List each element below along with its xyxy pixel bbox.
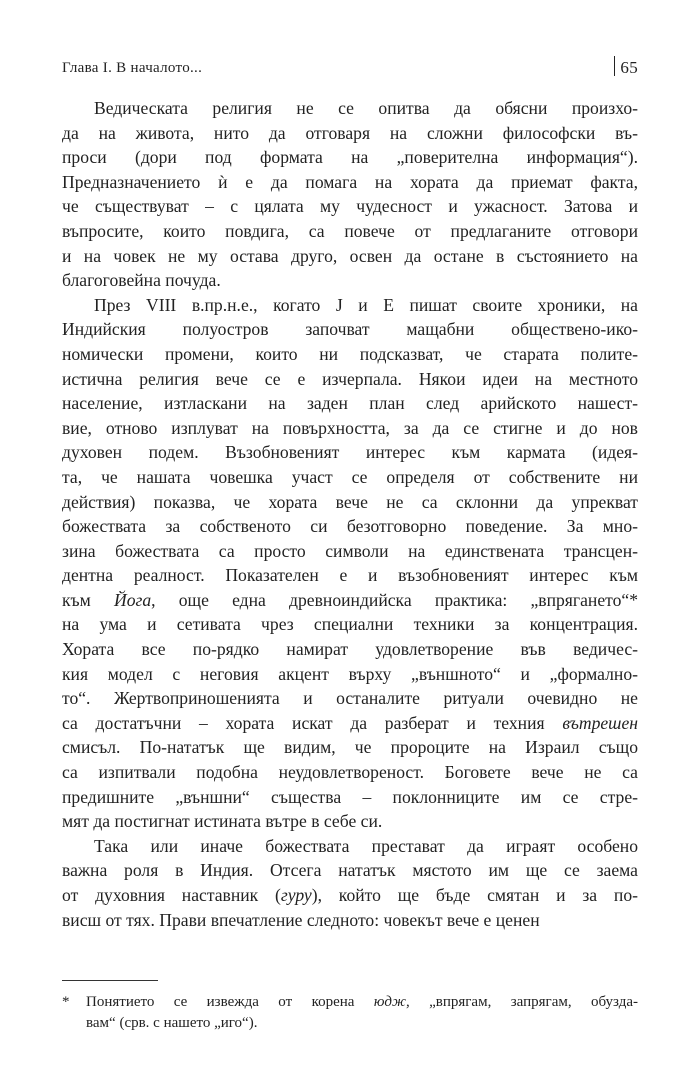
text-run: , „впрягам, запрягам, обузда- bbox=[405, 994, 638, 1010]
text-run: въпросите, които повдига, са повече от предлаганите отговори bbox=[62, 220, 638, 241]
text-line bbox=[62, 268, 638, 293]
text-run: от духовния наставник ( bbox=[62, 885, 281, 905]
text-line bbox=[62, 563, 638, 588]
footnote-rule bbox=[62, 980, 158, 981]
footnote-line bbox=[62, 1013, 638, 1034]
text-line bbox=[62, 342, 638, 367]
text-run: към bbox=[62, 589, 114, 610]
text-line bbox=[62, 244, 638, 269]
text-line bbox=[62, 883, 638, 908]
text-run: зина божествата са просто символи на единствената трансцен- bbox=[62, 540, 638, 561]
text-run: население, изтласкани на заден план след арийското нашест- bbox=[62, 393, 638, 414]
text-run: Хората все по-рядко намират удовлетворение във ведичес- bbox=[62, 639, 638, 660]
text-run: важна роля в Индия. Отсега нататък мястото им ще се заема bbox=[62, 860, 638, 881]
text-line bbox=[62, 785, 638, 810]
text-run: да на живота, нито да отговаря на сложни философски въ- bbox=[62, 122, 638, 143]
text-run: действия) показва, че хората вече не са склонни да упрекват bbox=[62, 491, 638, 512]
italic-term: юдж bbox=[373, 994, 406, 1010]
text-line bbox=[62, 908, 638, 933]
text-run: и на човек не му остава друго, освен да остане в състоянието на bbox=[62, 245, 638, 266]
text-run: благоговейна почуда. bbox=[62, 270, 221, 291]
text-line bbox=[62, 391, 638, 416]
text-run: вие, отново изплуват на повърхността, за да се стигне и до нов bbox=[62, 417, 638, 438]
text-line bbox=[62, 219, 638, 244]
page-number: 65 bbox=[620, 58, 638, 77]
text-line bbox=[62, 96, 638, 121]
text-line bbox=[62, 809, 638, 834]
text-line bbox=[62, 416, 638, 441]
text-line bbox=[62, 317, 638, 342]
italic-term: Йога bbox=[113, 589, 152, 610]
text-run: Така или иначе божествата престават да играят особено bbox=[94, 835, 638, 856]
page-number-wrap bbox=[614, 56, 638, 78]
text-line bbox=[62, 637, 638, 662]
paragraph bbox=[62, 96, 638, 293]
italic-term: вътрешен bbox=[562, 712, 638, 733]
text-line bbox=[62, 735, 638, 760]
text-run: мят да постигнат истината вътре в себе си. bbox=[62, 811, 383, 832]
paragraph bbox=[62, 293, 638, 834]
text-line bbox=[62, 440, 638, 465]
text-line bbox=[62, 858, 638, 883]
text-line bbox=[62, 539, 638, 564]
text-run: Индийския полуостров започват мащабни обществено-ико- bbox=[62, 319, 638, 340]
text-run: проси (дори под формата на „поверителна информация“). bbox=[62, 147, 638, 168]
text-run: кия модел с неговия акцент върху „външното“ и „формално- bbox=[62, 663, 638, 684]
text-run: номически промени, които ни подсказват, че старата полите- bbox=[62, 343, 638, 364]
text-line bbox=[62, 145, 638, 170]
running-head bbox=[62, 56, 638, 82]
page-number-divider bbox=[614, 56, 615, 76]
text-run: ), който ще бъде смятан и за по- bbox=[311, 885, 638, 905]
text-line bbox=[62, 367, 638, 392]
text-line bbox=[62, 612, 638, 637]
chapter-title: Глава I. В началото... bbox=[62, 60, 203, 76]
text-line bbox=[62, 293, 638, 318]
paragraph bbox=[62, 834, 638, 932]
text-line bbox=[62, 465, 638, 490]
text-run: та, че нашата човешка участ се определя от собствените ни bbox=[62, 466, 638, 487]
text-run: то“. Жертвоприношенията и останалите ритуали очевидно не bbox=[62, 688, 638, 709]
footnote-mark: * bbox=[62, 994, 70, 1010]
text-line bbox=[62, 711, 638, 736]
text-line bbox=[62, 514, 638, 539]
text-run: висш от тях. Прави впечатление следното: човекът вече е ценен bbox=[62, 909, 540, 930]
text-run: са изпитвали подобна неудовлетвореност. Боговете вече не са bbox=[62, 762, 638, 783]
text-run: През VIII в.пр.н.е., когато J и E пишат своите хроники, на bbox=[94, 294, 638, 315]
text-run: дентна реалност. Показателен е и възобновеният интерес към bbox=[62, 565, 638, 586]
text-line bbox=[62, 194, 638, 219]
text-run: Предназначението ѝ е да помага на хората да приемат факта, bbox=[62, 171, 638, 192]
text-run: Ведическата религия не се опитва да обясни произхо- bbox=[94, 98, 638, 118]
text-line bbox=[62, 121, 638, 146]
text-run: предишните „външни“ същества – поклонниците им се стре- bbox=[62, 786, 638, 807]
text-line bbox=[62, 170, 638, 195]
text-run: на ума и сетивата чрез специални техники за концентрация. bbox=[62, 614, 638, 635]
body-text bbox=[62, 96, 638, 932]
text-run: духовен подем. Възобновеният интерес към кармата (идея- bbox=[62, 442, 638, 463]
text-line bbox=[62, 588, 638, 613]
text-line bbox=[62, 686, 638, 711]
text-run: Понятието се извежда от корена bbox=[86, 994, 374, 1010]
text-line bbox=[62, 490, 638, 515]
footnote bbox=[62, 992, 638, 1034]
text-line bbox=[62, 662, 638, 687]
text-run: , още една древноиндийска практика: „впрягането“* bbox=[151, 589, 638, 610]
text-run: истична религия вече се е изчерпала. Някои идеи на местното bbox=[62, 368, 638, 389]
italic-term: гуру bbox=[280, 885, 312, 905]
footnote-line bbox=[62, 992, 638, 1013]
text-line bbox=[62, 834, 638, 859]
text-run: са достатъчни – хората искат да разберат и техния bbox=[62, 712, 563, 733]
text-run: че съществуват – с цялата му чудесност и ужасност. Затова и bbox=[62, 196, 638, 217]
text-run: божествата за собственото си безотговорно поведение. За мно- bbox=[62, 516, 638, 537]
text-line bbox=[62, 760, 638, 785]
text-run: смисъл. По-нататък ще видим, че пророците на Израил също bbox=[62, 737, 638, 758]
text-run: вам“ (срв. с нашето „иго“). bbox=[86, 1015, 258, 1031]
